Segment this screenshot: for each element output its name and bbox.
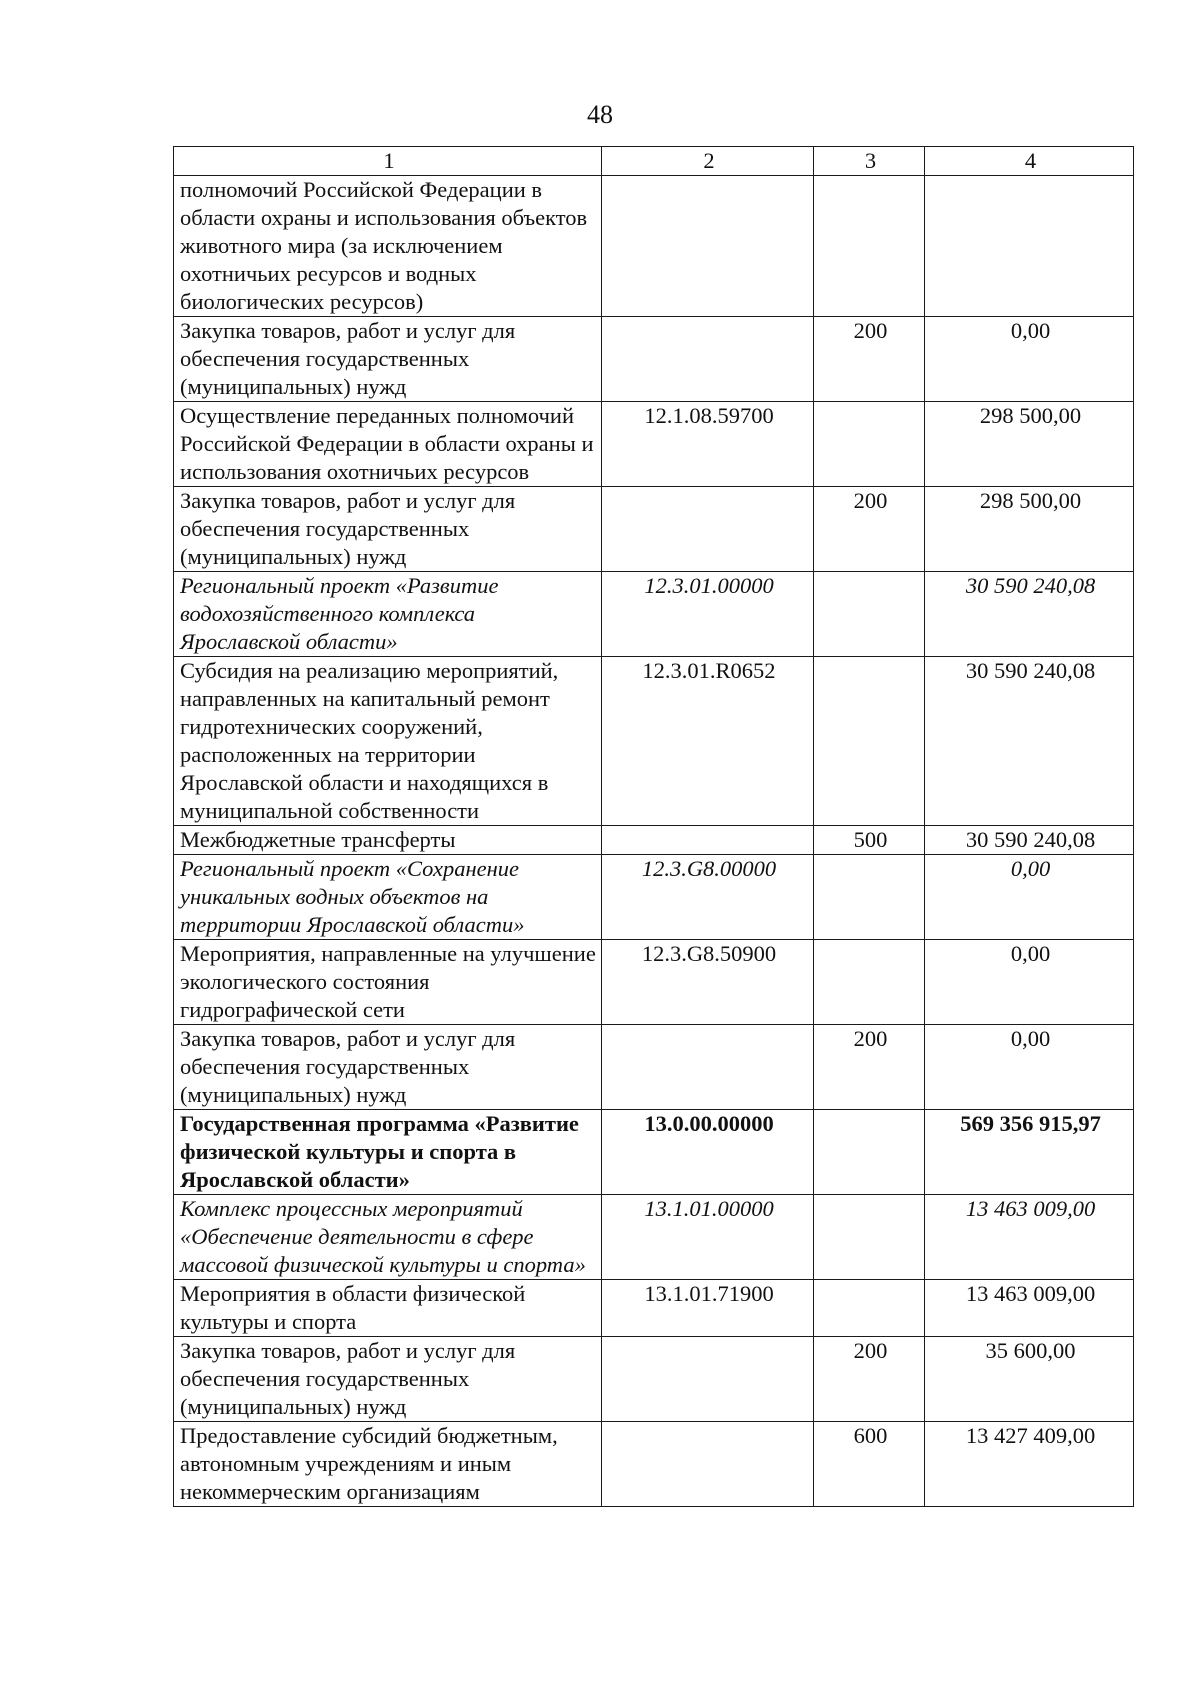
cell-expense-type: [814, 1280, 925, 1337]
table-row: [174, 1110, 1134, 1195]
cell-expense-type: 200: [814, 317, 925, 402]
cell-expense-type: [814, 1110, 925, 1195]
cell-target-code: 13.1.01.00000: [602, 1195, 814, 1280]
cell-expense-type: 200: [814, 1337, 925, 1422]
cell-amount: 0,00: [925, 317, 1134, 402]
budget-table: [173, 146, 1134, 1507]
page-number: 48: [587, 100, 613, 129]
cell-target-code: [602, 176, 814, 317]
cell-name: Региональный проект «Сохранение уникальных водных объектов на территории Ярославской области»: [174, 855, 602, 940]
table-row: [174, 487, 1134, 572]
cell-target-code: 12.3.01.00000: [602, 572, 814, 657]
cell-name: Мероприятия в области физической культуры и спорта: [174, 1280, 602, 1337]
cell-expense-type: [814, 1195, 925, 1280]
table-row: [174, 1195, 1134, 1280]
cell-expense-type: [814, 657, 925, 826]
cell-name: Мероприятия, направленные на улучшение экологического состояния гидрографической сети: [174, 940, 602, 1025]
cell-target-code: 12.3.G8.00000: [602, 855, 814, 940]
cell-expense-type: [814, 572, 925, 657]
column-header-4: 4: [925, 147, 1134, 176]
cell-name: Закупка товаров, работ и услуг для обеспечения государственных (муниципальных) нужд: [174, 487, 602, 572]
cell-amount: [925, 176, 1134, 317]
cell-amount: 0,00: [925, 855, 1134, 940]
cell-name: полномочий Российской Федерации в области охраны и использования объектов животного мира (за исключением охотничьих ресурсов и водных биологических ресурсов): [174, 176, 602, 317]
cell-target-code: 13.1.01.71900: [602, 1280, 814, 1337]
cell-amount: 30 590 240,08: [925, 572, 1134, 657]
cell-name: Государственная программа «Развитие физической культуры и спорта в Ярославской области»: [174, 1110, 602, 1195]
table-row: [174, 657, 1134, 826]
cell-name: Закупка товаров, работ и услуг для обеспечения государственных (муниципальных) нужд: [174, 1337, 602, 1422]
table-row: [174, 572, 1134, 657]
cell-target-code: 12.3.G8.50900: [602, 940, 814, 1025]
table-row: [174, 402, 1134, 487]
cell-amount: 0,00: [925, 940, 1134, 1025]
table-row: [174, 1422, 1134, 1507]
cell-target-code: [602, 826, 814, 855]
cell-name: Закупка товаров, работ и услуг для обеспечения государственных (муниципальных) нужд: [174, 317, 602, 402]
table-row: [174, 1280, 1134, 1337]
cell-amount: 569 356 915,97: [925, 1110, 1134, 1195]
cell-target-code: [602, 1337, 814, 1422]
cell-amount: 35 600,00: [925, 1337, 1134, 1422]
table-row: [174, 826, 1134, 855]
cell-name: Комплекс процессных мероприятий «Обеспечение деятельности в сфере массовой физической культуры и спорта»: [174, 1195, 602, 1280]
cell-expense-type: [814, 855, 925, 940]
table-row: [174, 1025, 1134, 1110]
header-row: [174, 147, 1134, 176]
cell-amount: 30 590 240,08: [925, 826, 1134, 855]
table-row: [174, 176, 1134, 317]
cell-expense-type: [814, 940, 925, 1025]
cell-expense-type: 600: [814, 1422, 925, 1507]
cell-name: Предоставление субсидий бюджетным, автономным учреждениям и иным некоммерческим организациям: [174, 1422, 602, 1507]
table-row: [174, 940, 1134, 1025]
cell-target-code: 13.0.00.00000: [602, 1110, 814, 1195]
column-header-3: 3: [814, 147, 925, 176]
cell-amount: 0,00: [925, 1025, 1134, 1110]
cell-name: Межбюджетные трансферты: [174, 826, 602, 855]
table-row: [174, 317, 1134, 402]
cell-name: Региональный проект «Развитие водохозяйственного комплекса Ярославской области»: [174, 572, 602, 657]
cell-target-code: [602, 487, 814, 572]
cell-expense-type: 200: [814, 1025, 925, 1110]
cell-name: Осуществление переданных полномочий Российской Федерации в области охраны и использования охотничьих ресурсов: [174, 402, 602, 487]
cell-target-code: [602, 1025, 814, 1110]
cell-expense-type: [814, 176, 925, 317]
cell-name: Закупка товаров, работ и услуг для обеспечения государственных (муниципальных) нужд: [174, 1025, 602, 1110]
cell-amount: 13 463 009,00: [925, 1195, 1134, 1280]
cell-target-code: 12.3.01.R0652: [602, 657, 814, 826]
cell-amount: 298 500,00: [925, 487, 1134, 572]
cell-amount: 298 500,00: [925, 402, 1134, 487]
table-row: [174, 1337, 1134, 1422]
table-row: [174, 855, 1134, 940]
cell-target-code: [602, 1422, 814, 1507]
cell-amount: 30 590 240,08: [925, 657, 1134, 826]
cell-expense-type: 200: [814, 487, 925, 572]
column-header-1: 1: [174, 147, 602, 176]
cell-amount: 13 463 009,00: [925, 1280, 1134, 1337]
cell-expense-type: [814, 402, 925, 487]
cell-target-code: [602, 317, 814, 402]
cell-name: Субсидия на реализацию мероприятий, направленных на капитальный ремонт гидротехнических сооружений, расположенных на территории Ярославской области и находящихся в муниципальной собственности: [174, 657, 602, 826]
cell-target-code: 12.1.08.59700: [602, 402, 814, 487]
cell-amount: 13 427 409,00: [925, 1422, 1134, 1507]
table-body: [174, 176, 1134, 1507]
column-header-2: 2: [602, 147, 814, 176]
cell-expense-type: 500: [814, 826, 925, 855]
